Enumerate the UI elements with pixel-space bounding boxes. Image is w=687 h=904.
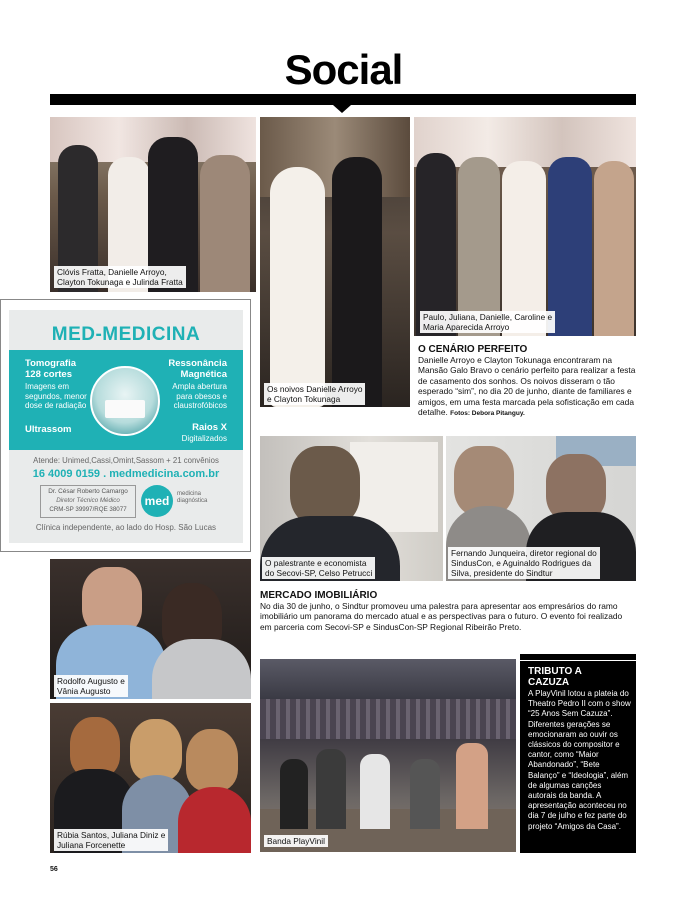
photo-caption: Fernando Junqueira, diretor regional do SindusCon, e Aguinaldo Rodrigues da Silva, presidente do Sindtur	[448, 547, 600, 579]
photo-credit: Fotos: Debora Pitanguy.	[450, 410, 525, 418]
ad-bottom-left: Ultrassom	[25, 424, 72, 435]
ad-left-title: Tomografia 128 cortes	[25, 358, 77, 380]
article-body	[418, 355, 636, 419]
photo-fratta-couple	[50, 117, 256, 292]
article-body: No dia 30 de junho, o Sindtur promoveu uma palestra para apresentar aos empresários do ramo imobiliário um panorama do mercado atual e as perspectivas para o futuro. O evento foi realizado em parceria com Secovi-SP e SindusCon-SP Regional Ribeirão Preto.	[260, 601, 623, 632]
photo-caption: Paulo, Juliana, Danielle, Caroline e Maria Aparecida Arroyo	[420, 311, 555, 333]
ad-phone: 16 4009 0159 . medmedicina.com.br	[32, 468, 220, 480]
photo-arroyo-family	[414, 117, 636, 336]
article-headline: O CENÁRIO PERFEITO	[418, 344, 528, 355]
article-body: A PlayVinil lotou a plateia do Theatro Pedro II com o show “25 Anos Sem Cazuza”. Diferentes gerações se emocionaram ao ouvir os clássicos do compositor e cantor, como “Maior Abandonado”, “Bete Balanço” e “Ideologia”, além de algumas canções autorais da banda. A apresentação aconteceu no dia 7 de julho e fez parte do projeto “Amigos da Casa”.	[528, 689, 631, 831]
ad-logo-tag: medicina diagnóstica	[177, 491, 208, 505]
ad-logo-text: med	[144, 494, 170, 508]
section-title: Social	[284, 46, 403, 93]
photo-celso-petrucci	[260, 436, 443, 581]
photo-caption: Banda PlayVinil	[264, 835, 328, 847]
photo-bride-groom	[260, 117, 410, 407]
article-text: Danielle Arroyo e Clayton Tokunaga encontraram na Mansão Galo Bravo o cenário perfeito para realizar a festa de casamento dos sonhos. Os noivos disseram o tão esperado “sim”, no dia 20 de junho, diante de familiares e amigos, em uma festa marcada pela sofisticação em cada detalhe.	[418, 355, 636, 418]
photo-banda-playvinil	[260, 659, 516, 852]
photo-caption: Os noivos Danielle Arroyo e Clayton Tokunaga	[264, 383, 365, 405]
ad-right-text: Ampla abertura para obesos e claustrofóbicos	[172, 382, 227, 411]
header-rule	[50, 94, 636, 105]
ad-bottom-right-text: Digitalizados	[181, 434, 227, 443]
tributo-box	[520, 654, 636, 853]
page-number: 56	[50, 866, 58, 873]
ad-doctor-name: Dr. César Roberto Camargo	[48, 488, 128, 495]
photo-caption: Rodolfo Augusto e Vânia Augusto	[54, 675, 128, 697]
med-medicina-ad	[0, 299, 251, 552]
ad-doctor-crm: CRM-SP 39997/RQE 38077	[49, 506, 127, 513]
header-pointer	[333, 105, 351, 113]
ad-brand: MED-MEDICINA	[51, 324, 201, 345]
ad-footer: Clínica independente, ao lado do Hosp. São Lucas	[35, 523, 217, 532]
photo-rodolfo-vania	[50, 559, 251, 699]
photo-rubia-juliana	[50, 703, 251, 853]
article-headline: TRIBUTO A CAZUZA	[528, 666, 582, 688]
ad-insurers: Atende: Unimed,Cassi,Omint,Sassom + 21 convênios	[33, 456, 219, 465]
ad-bottom-right-title: Raios X	[192, 422, 227, 433]
photo-caption: Rúbia Santos, Juliana Diniz e Juliana Forcenette	[54, 829, 168, 851]
photo-caption: O palestrante e economista do Secovi-SP, Celso Petrucci	[262, 557, 375, 579]
article-headline: MERCADO IMOBILIÁRIO	[260, 590, 378, 601]
ad-logo	[141, 485, 173, 517]
photo-junqueira-silva	[446, 436, 636, 581]
ad-left-text: Imagens em segundos, menor dose de radiação	[25, 382, 87, 411]
photo-caption: Clóvis Fratta, Danielle Arroyo, Clayton Tokunaga e Julinda Fratta	[54, 266, 186, 288]
ad-right-title: Ressonância Magnética	[168, 358, 227, 380]
ad-doctor-role: Diretor Técnico Médico	[56, 497, 120, 504]
